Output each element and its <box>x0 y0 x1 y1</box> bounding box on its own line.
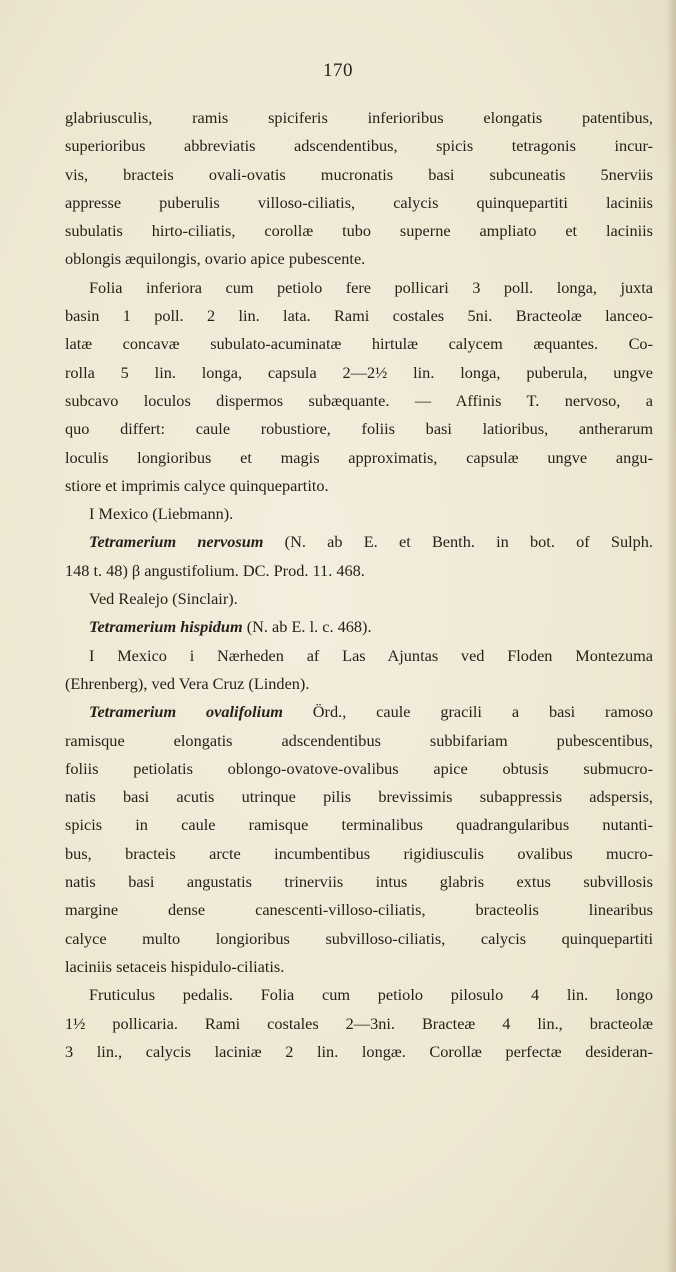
text-fragment: (N. ab E. l. c. 468). <box>242 617 372 637</box>
text-line <box>65 444 653 472</box>
text-fragment: basin 1 poll. 2 lin. lata. Rami costales 5ni. Bracteolæ lanceo- <box>65 306 653 326</box>
text-line <box>65 557 653 585</box>
text-fragment: superioribus abbreviatis adscendentibus, spicis tetragonis incur- <box>65 136 653 156</box>
text-line <box>65 613 653 641</box>
text-line <box>65 840 653 868</box>
text-fragment: stiore et imprimis calyce quinquepartito. <box>65 475 329 495</box>
text-fragment: spicis in caule ramisque terminalibus quadrangularibus nutanti- <box>65 815 653 835</box>
text-fragment: (N. ab E. et Benth. in bot. of Sulph. <box>263 532 653 552</box>
text-fragment: 1½ pollicaria. Rami costales 2—3ni. Bracteæ 4 lin., bracteolæ <box>65 1013 653 1033</box>
text-fragment: calyce multo longioribus subvilloso-ciliatis, calycis quinquepartiti <box>65 928 653 948</box>
text-fragment: 148 t. 48) β angustifolium. DC. Prod. 11. 468. <box>65 560 365 580</box>
text-line <box>65 330 653 358</box>
text-line <box>65 132 653 160</box>
text-line <box>65 925 653 953</box>
text-line <box>65 274 653 302</box>
text-fragment: (Ehrenberg), ved Vera Cruz (Linden). <box>65 673 310 693</box>
text-line <box>65 698 653 726</box>
text-fragment: appresse puberulis villoso-ciliatis, calycis quinquepartiti laciniis <box>65 192 653 212</box>
text-line <box>65 500 653 528</box>
text-fragment: bus, bracteis arcte incumbentibus rigidiusculis ovalibus mucro- <box>65 843 653 863</box>
text-fragment: margine dense canescenti-villoso-ciliatis, bracteolis linearibus <box>65 900 653 920</box>
text-line <box>65 472 653 500</box>
text-fragment: subulatis hirto-ciliatis, corollæ tubo superne ampliato et laciniis <box>65 221 653 241</box>
text-line <box>65 217 653 245</box>
text-line <box>65 783 653 811</box>
text-fragment: 3 lin., calycis laciniæ 2 lin. longæ. Corollæ perfectæ desideran- <box>65 1041 653 1061</box>
text-fragment: oblongis æquilongis, ovario apice pubescente. <box>65 249 366 269</box>
text-line <box>65 415 653 443</box>
text-fragment: I Mexico i Nærheden af Las Ajuntas ved Floden Montezuma <box>89 645 653 665</box>
text-line <box>65 896 653 924</box>
text-fragment: loculis longioribus et magis approximatis, capsulæ ungve angu- <box>65 447 653 467</box>
text-fragment: Örd., caule gracili a basi ramoso <box>282 702 653 722</box>
text-fragment: subcavo loculos dispermos subæquante. — Affinis T. nervoso, a <box>65 390 653 410</box>
text-line <box>65 161 653 189</box>
text-fragment: laciniis setaceis hispidulo-ciliatis. <box>65 956 285 976</box>
text-line <box>65 670 653 698</box>
text-fragment: I Mexico (Liebmann). <box>89 504 234 524</box>
species-name: Tetramerium hispidum <box>89 617 243 637</box>
body-text <box>65 104 653 1066</box>
species-name: Tetramerium nervosum <box>89 532 264 552</box>
text-fragment: natis basi angustatis trinerviis intus glabris extus subvillosis <box>65 872 653 892</box>
text-line <box>65 585 653 613</box>
text-line <box>65 104 653 132</box>
text-line <box>65 1010 653 1038</box>
page-binding-edge <box>666 0 676 1272</box>
page-number: 170 <box>323 60 353 81</box>
text-line <box>65 811 653 839</box>
text-fragment: natis basi acutis utrinque pilis brevissimis subappressis adspersis, <box>65 787 653 807</box>
text-fragment: Ved Realejo (Sinclair). <box>89 589 238 609</box>
text-fragment: ramisque elongatis adscendentibus subbifariam pubescentibus, <box>65 730 653 750</box>
text-fragment: rolla 5 lin. longa, capsula 2—2½ lin. longa, puberula, ungve <box>65 362 653 382</box>
text-fragment: vis, bracteis ovali-ovatis mucronatis basi subcuneatis 5nerviis <box>65 164 653 184</box>
text-fragment: glabriusculis, ramis spiciferis inferioribus elongatis patentibus, <box>65 108 653 127</box>
text-fragment: Folia inferiora cum petiolo fere pollicari 3 poll. longa, juxta <box>89 277 653 297</box>
text-line <box>65 727 653 755</box>
text-fragment: foliis petiolatis oblongo-ovatove-ovalibus apice obtusis submucro- <box>65 758 653 778</box>
text-line <box>65 189 653 217</box>
text-line <box>65 755 653 783</box>
species-name: Tetramerium ovalifolium <box>89 702 283 722</box>
text-fragment: Fruticulus pedalis. Folia cum petiolo pilosulo 4 lin. longo <box>89 985 653 1005</box>
text-line <box>65 387 653 415</box>
text-line <box>65 981 653 1009</box>
text-fragment: latæ concavæ subulato-acuminatæ hirtulæ calycem æquantes. Co- <box>65 334 653 354</box>
text-line <box>65 528 653 556</box>
text-line <box>65 1038 653 1066</box>
text-line <box>65 642 653 670</box>
text-fragment: quo differt: caule robustiore, foliis basi latioribus, antherarum <box>65 419 653 439</box>
text-line <box>65 302 653 330</box>
text-line <box>65 953 653 981</box>
text-line <box>65 245 653 273</box>
text-line <box>65 868 653 896</box>
text-line <box>65 359 653 387</box>
